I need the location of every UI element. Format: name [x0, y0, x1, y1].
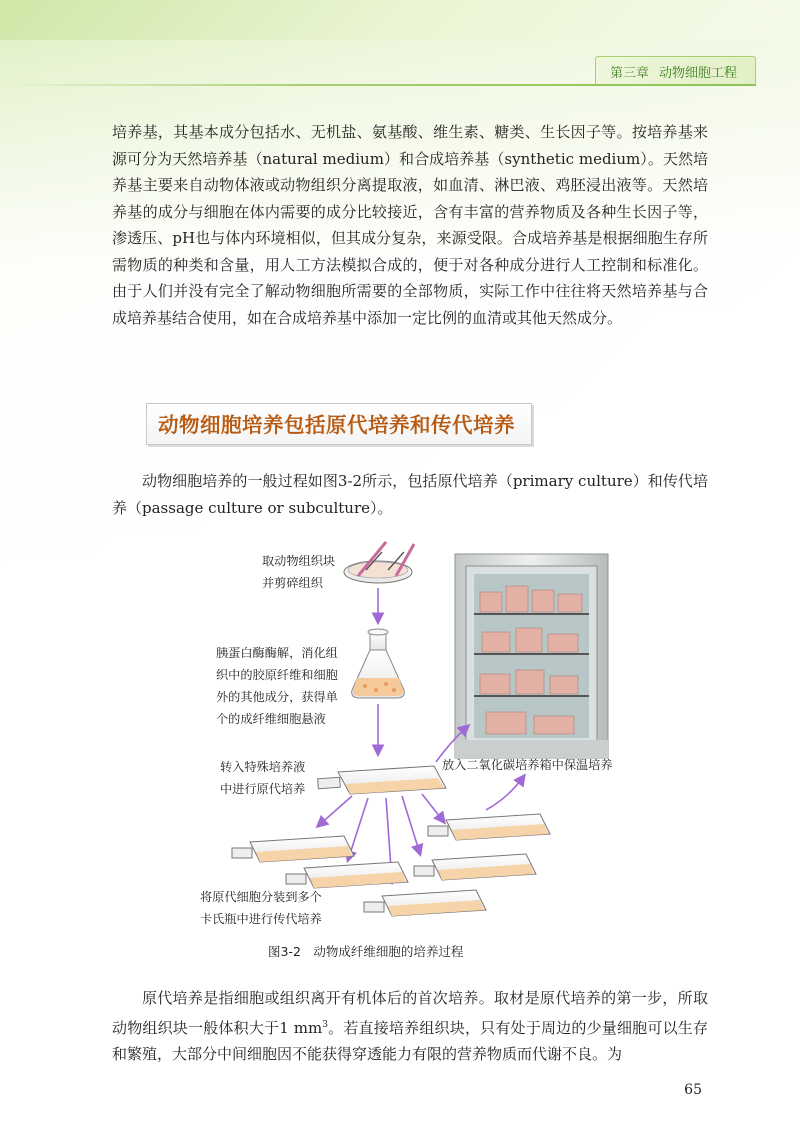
label-step1	[262, 550, 335, 594]
label-step2	[216, 642, 338, 730]
figure-caption: 图3-2 动物成纤维细胞的培养过程	[268, 944, 464, 959]
header-rule	[0, 84, 756, 86]
label-step3-line1: 转入特殊培养液	[220, 760, 306, 774]
superscript-cubic: 3	[322, 1019, 328, 1030]
chapter-number: 第三章	[609, 65, 649, 81]
label-step4-line2: 卡氏瓶中进行传代培养	[200, 912, 322, 926]
label-step2-line3: 外的其他成分，获得单	[216, 690, 338, 704]
label-step1-line2: 并剪碎组织	[262, 576, 323, 590]
label-step3-line2: 中进行原代培养	[220, 782, 306, 796]
chapter-header	[595, 56, 756, 86]
flask-icon	[352, 629, 405, 698]
label-incubator: 放入二氧化碳培养箱中保温培养	[442, 758, 613, 772]
label-step1-line1: 取动物组织块	[262, 554, 336, 568]
label-step3	[220, 756, 305, 800]
label-step2-line1: 胰蛋白酶酶解，消化组	[216, 646, 338, 660]
primary-culture-flask-icon	[318, 766, 446, 794]
paragraph-primary-culture-part2: 。若直接培养组织块，只有处于周边的少量细胞可以生存和繁殖，大部分中间细胞因不能获得穿透能力有限的营养物质而代谢不良。为	[112, 1018, 708, 1063]
section-heading: 动物细胞培养包括原代培养和传代培养	[158, 413, 515, 437]
chapter-title: 动物细胞工程	[658, 65, 737, 81]
label-step2-line2: 织中的胶原纤维和细胞	[216, 668, 338, 682]
paragraph-primary-culture	[112, 985, 708, 1068]
petri-dish-icon	[344, 542, 414, 583]
figure-cell-culture-process	[190, 540, 620, 960]
incubator-photo	[455, 554, 608, 758]
label-step4	[200, 886, 322, 930]
label-step4-line1: 将原代细胞分装到多个	[200, 890, 322, 904]
page-number: 65	[684, 1082, 702, 1098]
paragraph-process-intro: 动物细胞培养的一般过程如图3-2所示，包括原代培养（primary culture）和传代培养（passage culture or subculture）。	[112, 472, 708, 517]
arrow-to-incubator-2	[486, 776, 524, 810]
label-step2-line4: 个的成纤维细胞悬液	[216, 712, 326, 726]
paragraph-primary-culture-part1: 原代培养是指细胞或组织离开有机体后的首次培养。取材是原代培养的第一步，所取动物组织块一般体积大于1 mm	[112, 989, 708, 1037]
paragraph-culture-medium: 培养基，其基本成分包括水、无机盐、氨基酸、维生素、糖类、生长因子等。按培养基来源可分为天然培养基（natural medium）和合成培养基（synthetic medium）。天然培养基主要来自动物体液或动物组织分离提取液，如血清、淋巴液、鸡胚浸出液等。天然培养基的成分与细胞在体内需要的成分比较接近，含有丰富的营养物质及各种生长因子等，渗透压、pH也与体内环境相似，但其成分复杂，来源受限。合成培养基是根据细胞生存所需物质的种类和含量，用人工方法模拟合成的，便于对各种成分进行人工控制和标准化。由于人们并没有完全了解动物细胞所需要的全部物质，实际工作中往往将天然培养基与合成培养基结合使用，如在合成培养基中添加一定比例的血清或其他天然成分。	[112, 123, 708, 327]
